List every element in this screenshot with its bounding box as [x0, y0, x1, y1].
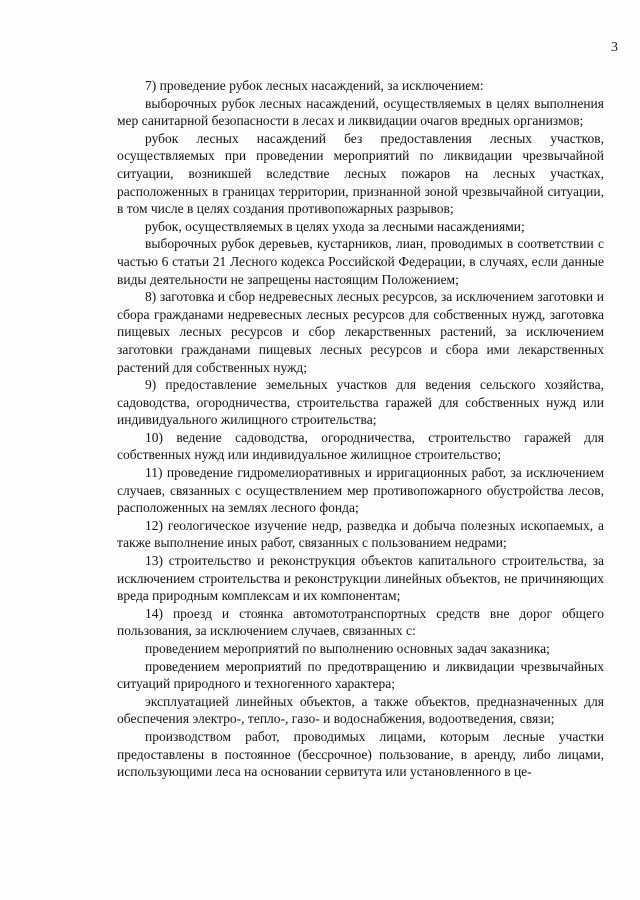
paragraph-item-13: 13) строительство и реконструкция объектов капитального строительства, за исключением строительства и реконструкции линейных объектов, не причиняющих вреда природным комплексам и их компонентам;: [117, 553, 604, 604]
paragraph-item-10: 10) ведение садоводства, огородничества, строительство гаражей для собственных нужд или индивидуальное жилищное строительство;: [117, 429, 604, 463]
paragraph-selective-felling-article-21: выборочных рубок деревьев, кустарников, лиан, проводимых в соответствии с частью 6 статьи 21 Лесного кодекса Российской Федерации, в случаях, если данные виды деятельности не запрещены настоящим Положением;: [117, 236, 604, 287]
paragraph-linear-objects: эксплуатацией линейных объектов, а также объектов, предназначенных для обеспечения электро-, тепло-, газо- и водоснабжения, водоотведения, связи;: [117, 693, 604, 727]
paragraph-item-9: 9) предоставление земельных участков для ведения сельского хозяйства, садоводства, огородничества, строительства гаражей для собственных нужд или индивидуального жилищного строительства;: [117, 377, 604, 428]
paragraph-selective-sanitary-felling: выборочных рубок лесных насаждений, осуществляемых в целях выполнения мер санитарной безопасности в лесах и ликвидации очагов вредных организмов;: [117, 95, 604, 129]
paragraph-item-12: 12) геологическое изучение недр, разведка и добыча полезных ископаемых, а также выполнение иных работ, связанных с пользованием недрами;: [117, 517, 604, 551]
paragraph-item-14: 14) проезд и стоянка автомототранспортных средств вне дорог общего пользования, за исключением случаев, связанных с:: [117, 605, 604, 639]
paragraph-works-by-lessees: производством работ, проводимых лицами, которым лесные участки предоставлены в постоянное (бессрочное) пользование, в аренду, либо лицами, использующими леса на основании сервитута или установленного в це-: [117, 728, 604, 780]
paragraph-emergency-felling: рубок лесных насаждений без предоставления лесных участков, осуществляемых при проведении мероприятий по ликвидации чрезвычайной ситуации, возникшей вследствие лесных пожаров на лесных участках, расположенных в границах территории, признанной зоной чрезвычайной ситуации, в том числе в целях создания противопожарных разрывов;: [117, 130, 604, 217]
paragraph-item-7: 7) проведение рубок лесных насаждений, за исключением:: [145, 78, 484, 93]
paragraph-item-8: 8) заготовка и сбор недревесных лесных ресурсов, за исключением заготовки и сбора гражданами недревесных лесных ресурсов для собственных нужд, заготовка пищевых лесных ресурсов и сбор лекарственных растений, за исключением заготовки гражданами пищевых лесных ресурсов и сбора ими лекарственных растений для собственных нужд;: [117, 289, 604, 375]
document-body: [117, 77, 604, 781]
paragraph-reserve-tasks: проведением мероприятий по выполнению основных задач заказника;: [145, 641, 550, 656]
paragraph-item-11: 11) проведение гидромелиоративных и ирригационных работ, за исключением случаев, связанных с осуществлением мер противопожарного обустройства лесов, расположенных на землях лесного фонда;: [117, 465, 604, 516]
paragraph-emergency-prevention: проведением мероприятий по предотвращению и ликвидации чрезвычайных ситуаций природного и техногенного характера;: [117, 658, 604, 692]
paragraph-care-felling: рубок, осуществляемых в целях ухода за лесными насаждениями;: [145, 218, 525, 234]
page-number: 3: [611, 40, 618, 55]
